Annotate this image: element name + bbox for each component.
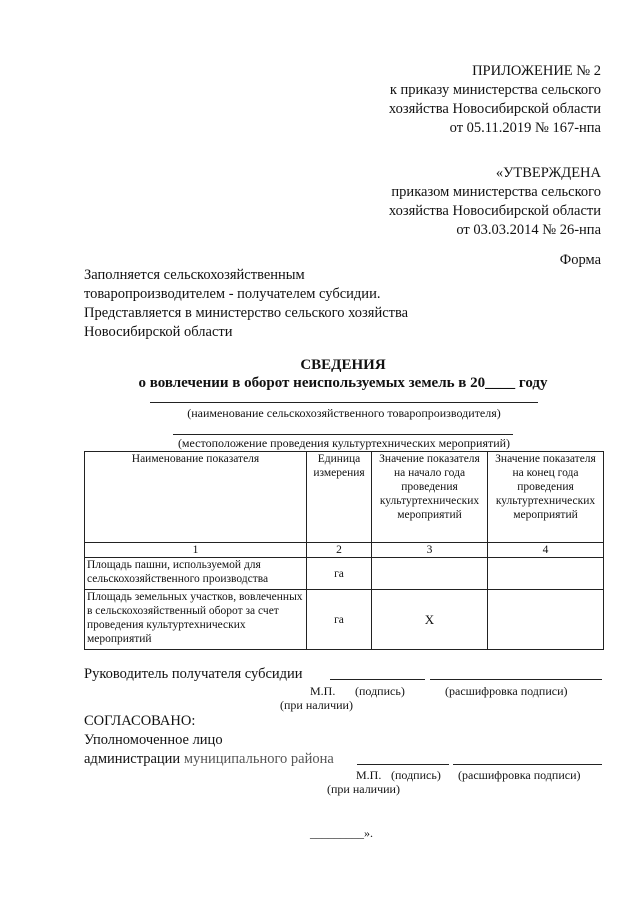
if-any-caption: (при наличии) [280,698,353,712]
appendix-line: хозяйства Новосибирской области [388,101,601,117]
appendix-line: от 05.11.2019 № 167-нпа [449,120,601,136]
location-caption: (местоположение проведения культуртехнических мероприятий) [177,436,511,450]
approved-header [389,164,601,240]
column-number: 3 [372,543,488,558]
data-table [84,451,604,650]
row-indicator-name: Площадь пашни, используемой для сельскохозяйственного производства [85,558,307,590]
row-end-value[interactable] [488,558,604,590]
approved-line: приказом министерства сельского [391,184,601,200]
header-start-value: Значение показателя на начало года проведения культуртехнических мероприятий [372,452,488,543]
approved-line: «УТВЕРЖДЕНА [495,165,601,181]
document-subtitle: о вовлечении в оборот неиспользуемых земель в 20____ году [138,375,548,391]
header-unit: Единица измерения [307,452,372,543]
district-words: муниципального района [180,751,334,767]
header-end-value: Значение показателя на конец года проведения культуртехнических мероприятий [488,452,604,543]
table-row [85,558,604,590]
table-number-row [85,543,604,558]
administration-label [84,750,334,769]
approved-line: хозяйства Новосибирской области [388,203,601,219]
table-header-row [85,452,604,543]
intro-line: товаропроизводителем - получателем субсидии. [84,286,381,302]
column-number: 2 [307,543,372,558]
administration-word: администрации [84,751,181,767]
stamp-label: М.П. [310,684,336,698]
if-any-caption: (при наличии) [327,782,400,796]
signature-caption: (подпись) [391,768,441,782]
closing-mark: _________». [310,826,373,840]
intro-line: Представляется в министерство сельского хозяйства [84,305,409,321]
intro-text [84,266,408,342]
approved-line: от 03.03.2014 № 26-нпа [456,222,601,238]
intro-line: Новосибирской области [84,324,233,340]
row-end-value[interactable] [488,590,604,650]
column-number: 4 [488,543,604,558]
header-indicator-name: Наименование показателя [85,452,307,543]
stamp-label: М.П. [356,768,382,782]
appendix-header [389,62,601,138]
decode-line [453,764,602,765]
decode-caption: (расшифровка подписи) [458,768,581,782]
table-row [85,590,604,650]
column-number: 1 [85,543,307,558]
row-unit: га [307,590,372,650]
row-start-value[interactable] [372,558,488,590]
head-of-recipient-label: Руководитель получателя субсидии [84,666,303,682]
producer-caption: (наименование сельскохозяйственного товаропроизводителя) [187,406,501,420]
decode-line [430,679,602,680]
appendix-line: к приказу министерства сельского [389,82,601,98]
agreed-label: СОГЛАСОВАНО: [84,713,196,729]
row-start-value: X [372,590,488,650]
signature-line [330,679,425,680]
signature-caption: (подпись) [355,684,405,698]
row-indicator-name: Площадь земельных участков, вовлеченных в сельскохозяйственный оборот за счет проведения культуртехнических мероприятий [85,590,307,650]
form-label: Форма [559,252,601,268]
row-unit: га [307,558,372,590]
producer-name-line [150,402,538,403]
location-line [173,434,513,435]
decode-caption: (расшифровка подписи) [445,684,568,698]
intro-line: Заполняется сельскохозяйственным [84,267,305,283]
signature-line [357,764,449,765]
authorized-person-label: Уполномоченное лицо [84,732,223,748]
document-title: СВЕДЕНИЯ [300,357,386,373]
appendix-line: ПРИЛОЖЕНИЕ № 2 [472,63,601,79]
